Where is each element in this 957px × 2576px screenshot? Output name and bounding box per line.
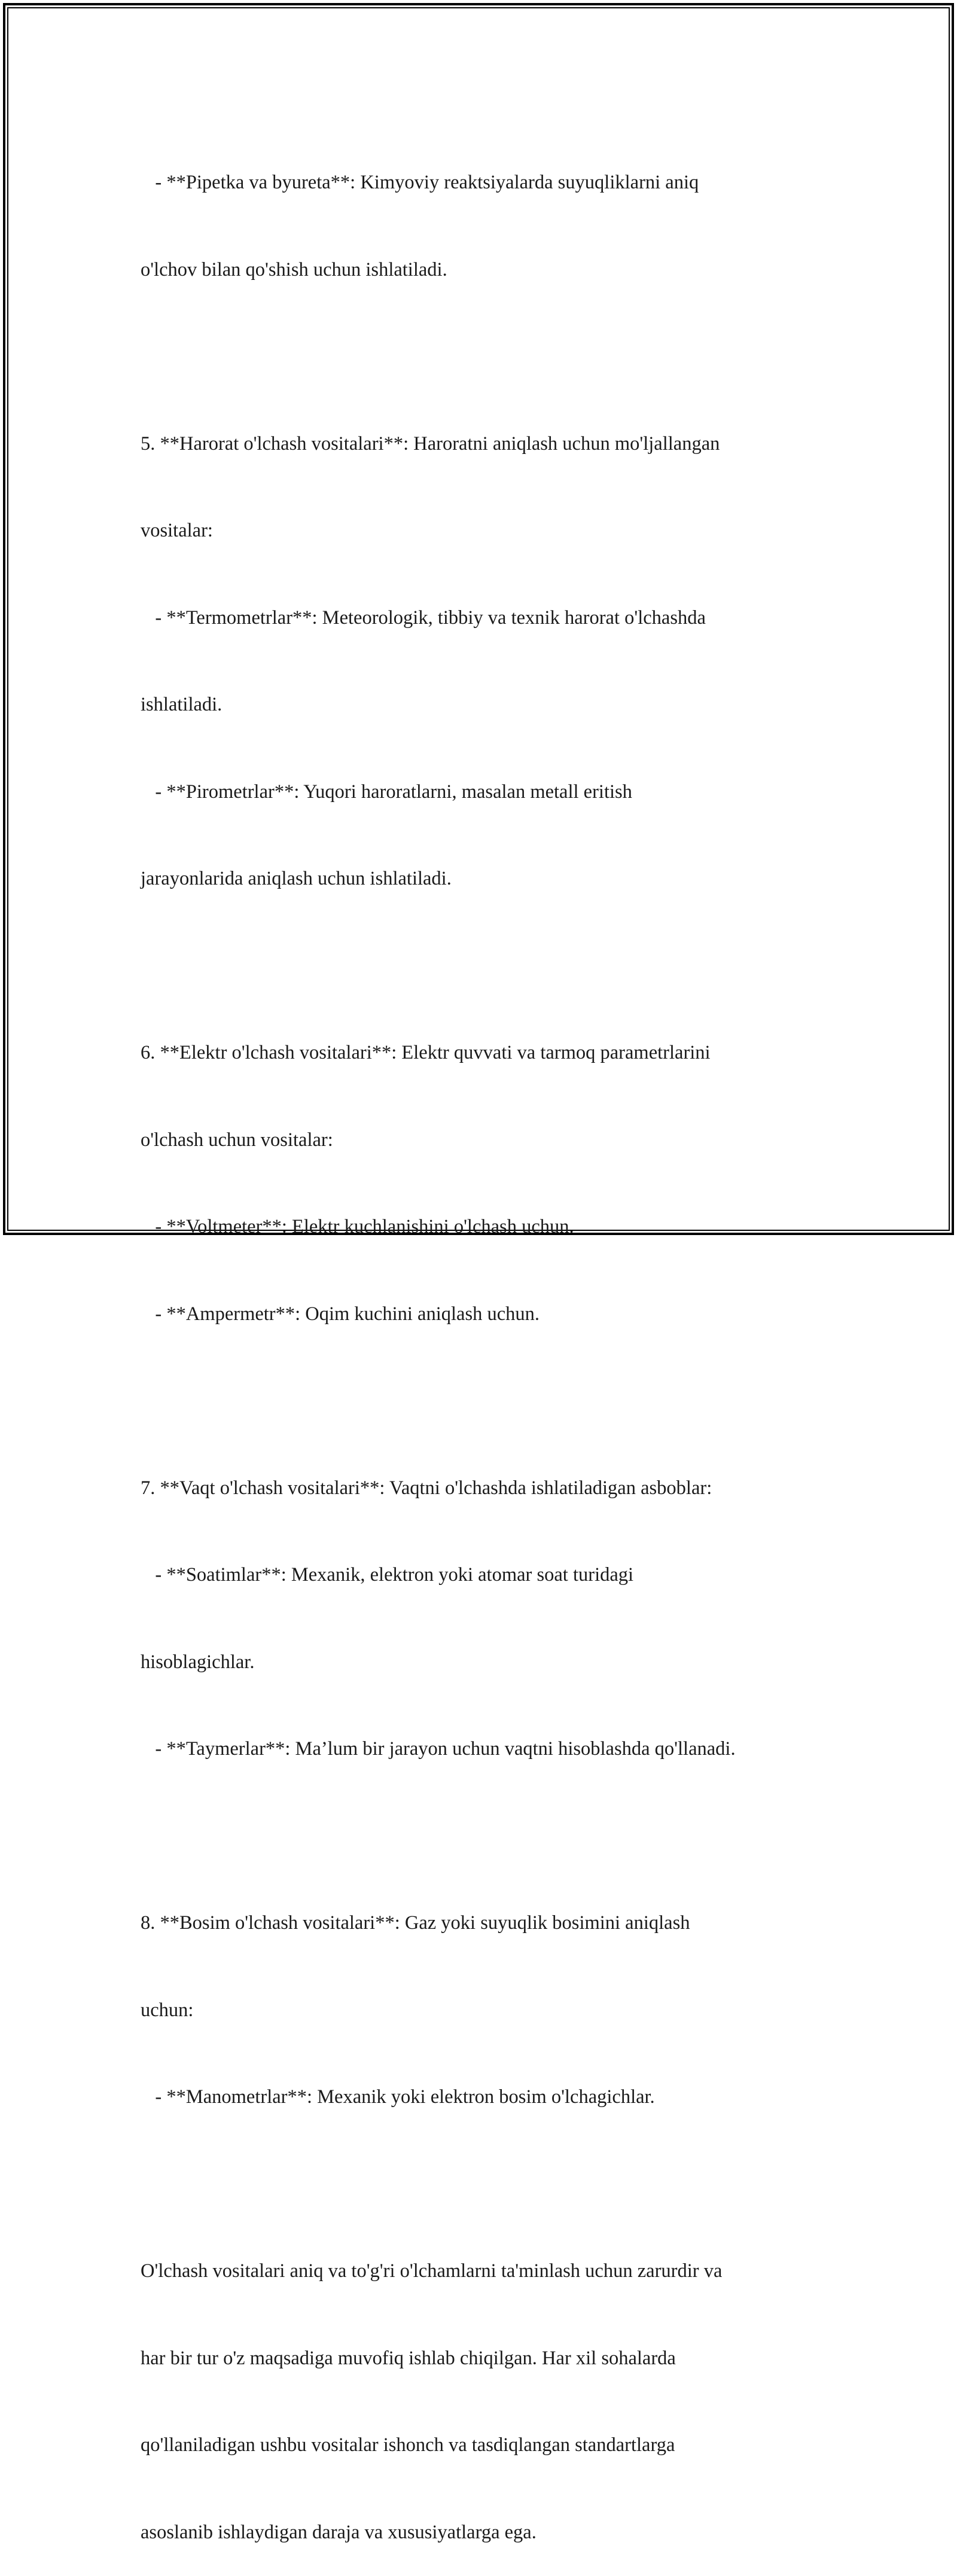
text-line: jarayonlarida aniqlash uchun ishlatiladi.: [141, 868, 452, 889]
document-body: [141, 110, 834, 2576]
text-line: hisoblagichlar.: [141, 1651, 255, 1673]
text-line: uchun:: [141, 1999, 194, 2021]
text-line: 6. **Elektr o'lchash vositalari**: Elektr quvvati va tarmoq parametrlarini: [141, 1042, 711, 1063]
text-line: - **Termometrlar**: Meteorologik, tibbiy va texnik harorat o'lchashda: [141, 606, 706, 629]
blank-line: [141, 342, 834, 371]
text-line: - **Manometrlar**: Mexanik yoki elektron bosim o'lchagichlar.: [141, 2086, 655, 2108]
text-line: o'lchov bilan qo'shish uchun ishlatiladi.: [141, 258, 447, 281]
blank-line: [141, 1822, 834, 1851]
text-line: - **Voltmeter**: Elektr kuchlanishini o'lchash uchun.: [141, 1216, 574, 1237]
text-line: 8. **Bosim o'lchash vositalari**: Gaz yoki suyuqlik bosimini aniqlash: [141, 1912, 690, 1934]
text-line: ishlatiladi.: [141, 694, 223, 715]
text-line: har bir tur o'z maqsadiga muvofiq ishlab chiqilgan. Har xil sohalarda: [141, 2347, 676, 2369]
text-line: O'lchash vositalari aniq va to'g'ri o'lchamlarni ta'minlash uchun zarurdir va: [141, 2260, 723, 2282]
text-line: - **Soatimlar**: Mexanik, elektron yoki atomar soat turidagi: [141, 1564, 634, 1586]
text-line: o'lchash uchun vositalar:: [141, 1129, 333, 1151]
blank-line: [141, 2170, 834, 2199]
text-line: - **Pipetka va byureta**: Kimyoviy reaktsiyalarda suyuqliklarni aniq: [141, 172, 699, 193]
blank-line: [141, 952, 834, 981]
text-line: - **Ampermetr**: Oqim kuchini aniqlash uchun.: [141, 1303, 540, 1325]
text-line: 7. **Vaqt o'lchash vositalari**: Vaqtni o'lchashda ishlatiladigan asboblar:: [141, 1477, 712, 1499]
text-line: - **Pirometrlar**: Yuqori haroratlarni, masalan metall eritish: [141, 781, 632, 803]
text-line: vositalar:: [141, 520, 213, 541]
text-line: qo'llaniladigan ushbu vositalar ishonch va tasdiqlangan standartlarga: [141, 2434, 675, 2456]
blank-line: [141, 1386, 834, 1416]
text-line: asoslanib ishlaydigan daraja va xususiyatlarga ega.: [141, 2521, 537, 2543]
text-line: - **Taymerlar**: Ma’lum bir jarayon uchun vaqtni hisoblashda qo'llanadi.: [141, 1738, 736, 1760]
text-line: 5. **Harorat o'lchash vositalari**: Haroratni aniqlash uchun mo'ljallangan: [141, 432, 720, 455]
